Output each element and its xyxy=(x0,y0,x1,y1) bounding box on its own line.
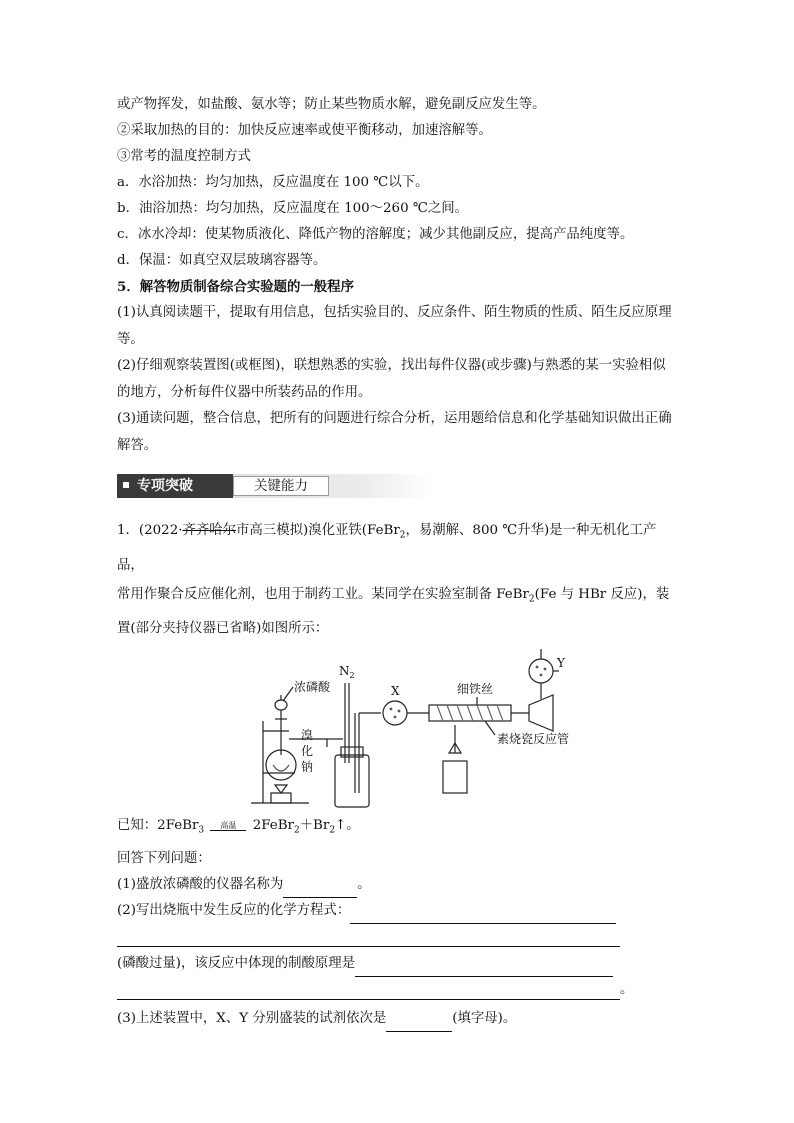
struck-text: 齐齐哈尔 xyxy=(182,523,237,538)
label-x: X xyxy=(391,684,400,699)
label-porcelain-tube: 素烧瓷反应管 xyxy=(497,732,570,747)
label-y: Y xyxy=(557,656,565,671)
question-3-line: (3)上述装置中，X、Y 分别盛装的试剂依次是 (填字母)。 xyxy=(117,1006,677,1032)
drying-bulb-x xyxy=(383,701,407,725)
banner-title: 专项突破 xyxy=(117,474,233,498)
question-1-line: (1)盛放浓磷酸的仪器名称为 。 xyxy=(117,872,677,898)
answer-blank-3[interactable] xyxy=(355,960,613,977)
lamp xyxy=(443,761,467,793)
banner-subtitle: 关键能力 xyxy=(233,476,329,496)
text-line: ②采取加热的目的：加快反应速率或使平衡移动，加速溶解等。 xyxy=(117,123,492,138)
text-line: ③常考的温度控制方式 xyxy=(117,149,251,164)
text-line: 或产物挥发，如盐酸、氨水等；防止某些物质水解，避免副反应发生等。 xyxy=(117,97,546,112)
question-1-stem: 1．(2022·齐齐哈尔市高三模拟)溴化亚铁(FeBr$_2$，易潮解、800 ℃升华)是一种无机化工产品， 常用作聚合反应催化剂，也用于制药工业。某同学在实验室制备 FeBr$_2$(Fe 与 HBr 反应)，装 置(部分夹持仪器已省略)如图所示： xyxy=(117,523,670,637)
question-2-line: (2)写出烧瓶中发生反应的化学方程式： xyxy=(117,898,677,924)
known-equation: 已知：2FeBr$_3$ 高温 $2FeBr_2+Br_2↑$。 xyxy=(117,818,360,837)
text-line: a．水浴加热：均匀加热，反应温度在 100 ℃以下。 xyxy=(117,175,429,190)
square-icon xyxy=(123,482,129,488)
text-line: d．保温：如真空双层玻璃容器等。 xyxy=(117,253,327,268)
section-banner xyxy=(117,474,431,498)
label-conc-phosphoric-acid: 浓磷酸 xyxy=(294,680,331,695)
wash-bottle xyxy=(335,755,369,807)
answer-blank-1[interactable] xyxy=(283,881,357,898)
drying-bulb-y xyxy=(529,659,553,683)
funnel-bulb xyxy=(275,700,287,710)
paragraph: (3)通读问题，整合信息，把所有的问题进行综合分析，运用题给信息和化学基础知识做出正确解答。 xyxy=(117,411,672,453)
answer-blank-2[interactable] xyxy=(350,907,616,924)
section-heading: 5．解答物质制备综合实验题的一般程序 xyxy=(117,279,354,295)
label-n2: $N_2$ xyxy=(339,664,355,681)
apparatus-diagram xyxy=(117,643,677,811)
answer-intro: 回答下列问题： xyxy=(117,851,211,867)
flame xyxy=(275,785,287,793)
paragraph: (2)仔细观察装置图(或框图)，联想熟悉的实验，找出每件仪器(或步骤)与熟悉的某一实验相似的地方，分析每件仪器中所装药品的作用。 xyxy=(117,358,666,400)
label-iron-wire: 细铁丝 xyxy=(457,682,494,697)
paragraph: (1)认真阅读题干，提取有用信息，包括实验目的、反应条件、陌生物质的性质、陌生反应原理等。 xyxy=(117,305,672,347)
text-line: b．油浴加热：均匀加热，反应温度在 100～260 ℃之间。 xyxy=(117,201,468,216)
answer-blank-3-row: 。 xyxy=(117,977,677,1000)
answer-blank-2-cont[interactable] xyxy=(117,926,620,947)
label-nabr-1: 溴 xyxy=(301,728,314,743)
answer-blank-3-cont[interactable] xyxy=(117,979,620,1000)
label-nabr-3: 钠 xyxy=(301,760,314,775)
label-nabr-2: 化 xyxy=(301,744,314,759)
text-line: c．冰水冷却：使某物质液化、降低产物的溶解度；减少其他副反应，提高产品纯度等。 xyxy=(117,227,634,242)
answer-blank-4[interactable] xyxy=(386,1015,452,1032)
document-page xyxy=(117,92,677,1032)
reaction-arrow: 高温 xyxy=(210,821,246,831)
apparatus-svg xyxy=(117,643,677,811)
question-2b-line: (磷酸过量)，该反应中体现的制酸原理是 xyxy=(117,951,677,977)
outlet-funnel xyxy=(529,695,553,731)
